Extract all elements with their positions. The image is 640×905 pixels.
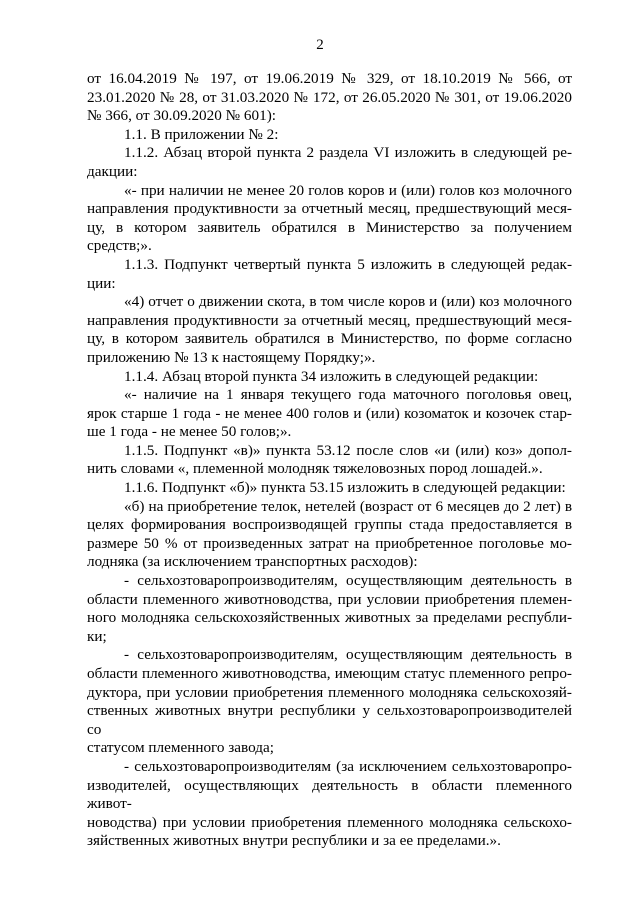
- text-line: № 366, от 30.09.2020 № 601):: [87, 107, 276, 125]
- text-line: размере 50 % от произведенных затрат на приобретенное поголовье мо-: [87, 534, 572, 552]
- text-line: 1.1.3. Подпункт четвертый пункта 5 изложить в следующей редак-: [124, 255, 572, 273]
- text-line: ции:: [87, 274, 116, 292]
- paragraph: [87, 182, 572, 256]
- paragraph: [87, 126, 572, 145]
- text-line: изводителей, осуществляющих деятельность в области племенного живот-: [87, 776, 572, 813]
- text-line: «б) на приобретение телок, нетелей (возраст от 6 месяцев до 2 лет) в: [124, 497, 572, 515]
- text-line: области племенного животноводства, имеющим статус племенного репро-: [87, 665, 572, 682]
- text-line: средств;».: [87, 237, 152, 255]
- paragraph: [87, 256, 572, 293]
- text-line: ки;: [87, 627, 107, 645]
- text-line: 23.01.2020 № 28, от 31.03.2020 № 172, от 26.05.2020 № 301, от 19.06.2020: [87, 88, 572, 106]
- text-line: области племенного животноводства, при условии приобретения племен-: [87, 590, 572, 608]
- text-line: цу, в котором заявитель обратился в Министерство, по форме согласно: [87, 330, 572, 348]
- paragraph: [87, 293, 572, 367]
- text-line: целях формирования воспроизводящей группы стада предоставляется в: [87, 516, 572, 534]
- text-line: дуктора, при условии приобретения племенного молодняка сельскохозяй-: [87, 683, 572, 701]
- text-line: 1.1.5. Подпункт «в)» пункта 53.12 после слов «и (или) коз» допол-: [124, 441, 572, 459]
- paragraph: [87, 368, 572, 387]
- text-line: ного молодняка сельскохозяйственных животных за пределами республи-: [87, 609, 572, 627]
- paragraph: [87, 758, 572, 851]
- text-line: направления продуктивности за отчетный месяц, предшествующий меся-: [87, 311, 572, 329]
- text-line: ше 1 года - не менее 50 голов;».: [87, 423, 292, 441]
- paragraph: [87, 479, 572, 498]
- text-line: - сельхозтоваропроизводителям (за исключением сельхозтоваропро-: [124, 757, 572, 775]
- text-line: «4) отчет о движении скота, в том числе коров и (или) коз молочного: [124, 293, 572, 311]
- text-line: новодства) при условии приобретения племенного молодняка сельскохо-: [87, 813, 572, 831]
- text-line: «- при наличии не менее 20 голов коров и (или) голов коз молочного: [124, 181, 572, 199]
- paragraph: [87, 442, 572, 479]
- text-line: статусом племенного завода;: [87, 739, 274, 757]
- text-line: - сельхозтоваропроизводителям, осуществляющим деятельность в: [124, 646, 572, 664]
- text-line: 1.1.6. Подпункт «б)» пункта 53.15 изложить в следующей редакции:: [124, 479, 566, 497]
- text-line: лодняка (за исключением транспортных расходов):: [87, 553, 418, 571]
- text-line: от 16.04.2019 № 197, от 19.06.2019 № 329, от 18.10.2019 № 566, от: [87, 70, 572, 87]
- text-line: нить словами «, племенной молодняк тяжеловозных пород лошадей.».: [87, 460, 543, 478]
- text-line: 1.1.4. Абзац второй пункта 34 изложить в следующей редакции:: [124, 367, 539, 385]
- text-line: направления продуктивности за отчетный месяц, предшествующий меся-: [87, 200, 572, 218]
- text-line: приложению № 13 к настоящему Порядку;».: [87, 348, 376, 366]
- paragraph: [87, 498, 572, 572]
- text-line: - сельхозтоваропроизводителям, осуществляющим деятельность в: [124, 572, 572, 590]
- document-body: [87, 70, 572, 851]
- paragraph: [87, 386, 572, 442]
- text-line: «- наличие на 1 января текущего года маточного поголовья овец,: [124, 386, 572, 404]
- paragraph: [87, 646, 572, 758]
- text-line: дакции:: [87, 162, 138, 180]
- paragraph: [87, 572, 572, 646]
- text-line: 1.1.2. Абзац второй пункта 2 раздела VI изложить в следующей ре-: [124, 144, 572, 162]
- text-line: 1.1. В приложении № 2:: [124, 125, 279, 143]
- text-line: ярок старше 1 года - не менее 400 голов и (или) козоматок и козочек стар-: [87, 404, 572, 422]
- text-line: цу, в котором заявитель обратился в Министерство за получением: [87, 218, 572, 236]
- page-number: 2: [316, 37, 324, 53]
- paragraph: [87, 144, 572, 181]
- text-line: зяйственных животных внутри республики и за ее пределами.».: [87, 832, 501, 850]
- paragraph: [87, 70, 572, 126]
- text-line: ственных животных внутри республики у сельхозтоваропроизводителей со: [87, 702, 572, 738]
